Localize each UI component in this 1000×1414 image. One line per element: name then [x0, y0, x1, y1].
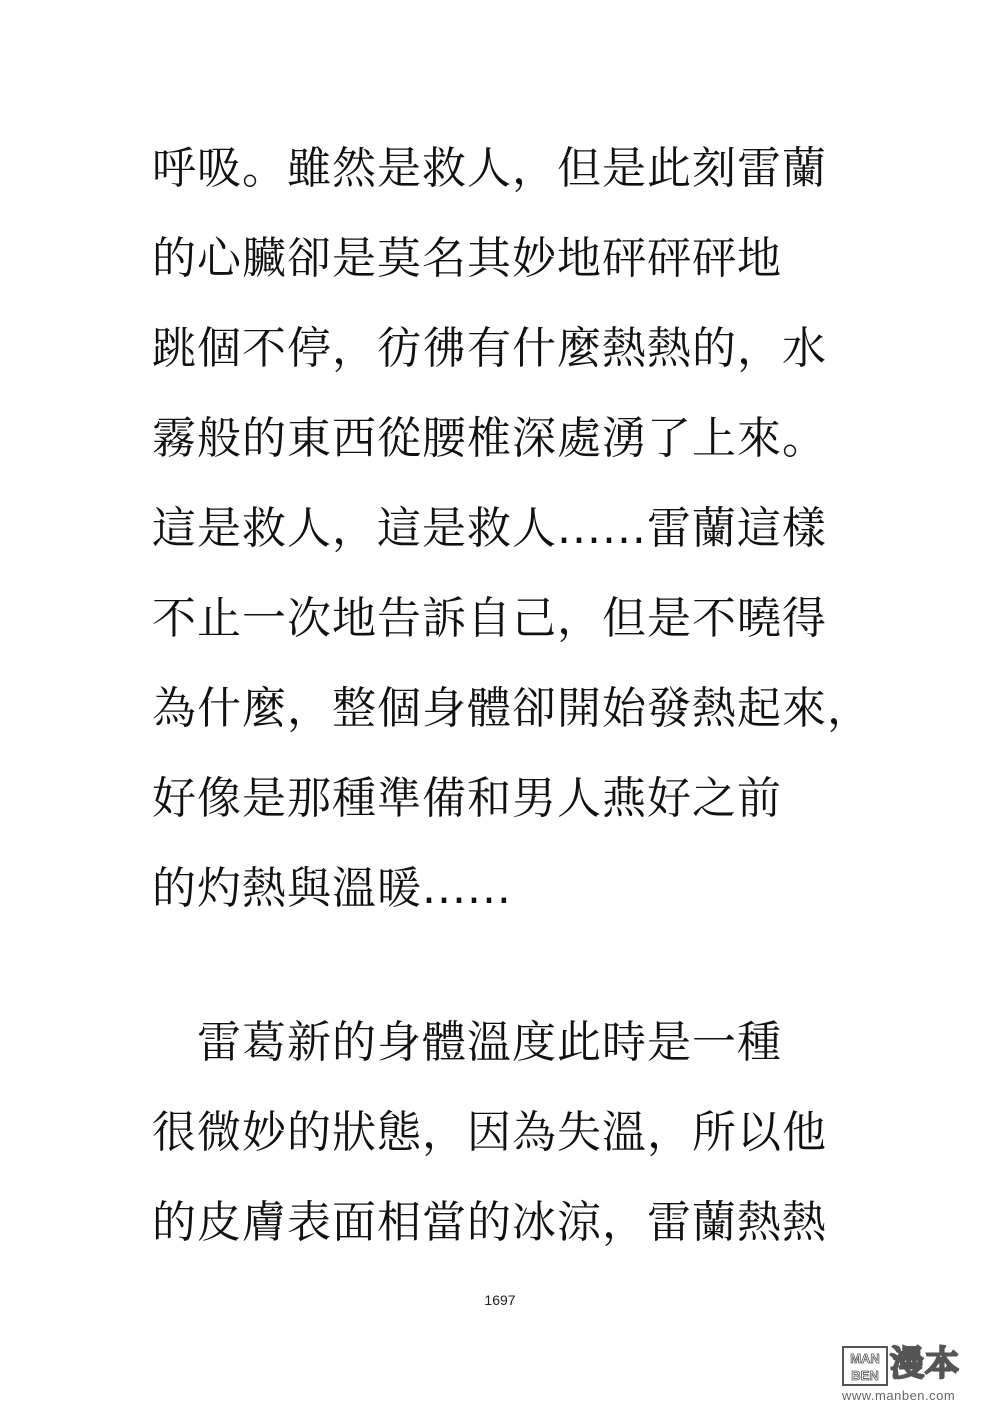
text-line: 的皮膚表面相當的冰涼，雷蘭熱熱	[152, 1197, 827, 1248]
text-line: 雷葛新的身體溫度此時是一種	[152, 1017, 782, 1068]
watermark-brand: 漫本	[890, 1344, 960, 1384]
text-line: 不止一次地告訴自己，但是不曉得	[152, 593, 827, 644]
text-line: 好像是那種準備和男人燕好之前	[152, 773, 782, 824]
text-line: 霧般的東西從腰椎深處湧了上來。	[152, 413, 827, 464]
text-line: 這是救人，這是救人......雷蘭這樣	[152, 503, 827, 554]
watermark-url: www.manben.com	[842, 1388, 956, 1403]
text-line: 的心臟卻是莫名其妙地砰砰砰地	[152, 233, 782, 284]
text-line: 很微妙的狀態，因為失溫，所以他	[152, 1107, 827, 1158]
svg-text:BEN: BEN	[851, 1368, 879, 1383]
watermark	[842, 1342, 992, 1406]
text-line: 的灼熱與溫暖......	[152, 863, 512, 914]
text-line: 呼吸。雖然是救人，但是此刻雷蘭	[152, 143, 827, 194]
page-number: 1697	[484, 1292, 516, 1308]
manben-logo-icon	[842, 1346, 888, 1386]
text-line: 跳個不停，彷彿有什麼熱熱的，水	[152, 323, 827, 374]
svg-text:MAN: MAN	[850, 1351, 880, 1366]
text-line: 為什麼，整個身體卻開始發熱起來，	[152, 683, 872, 734]
